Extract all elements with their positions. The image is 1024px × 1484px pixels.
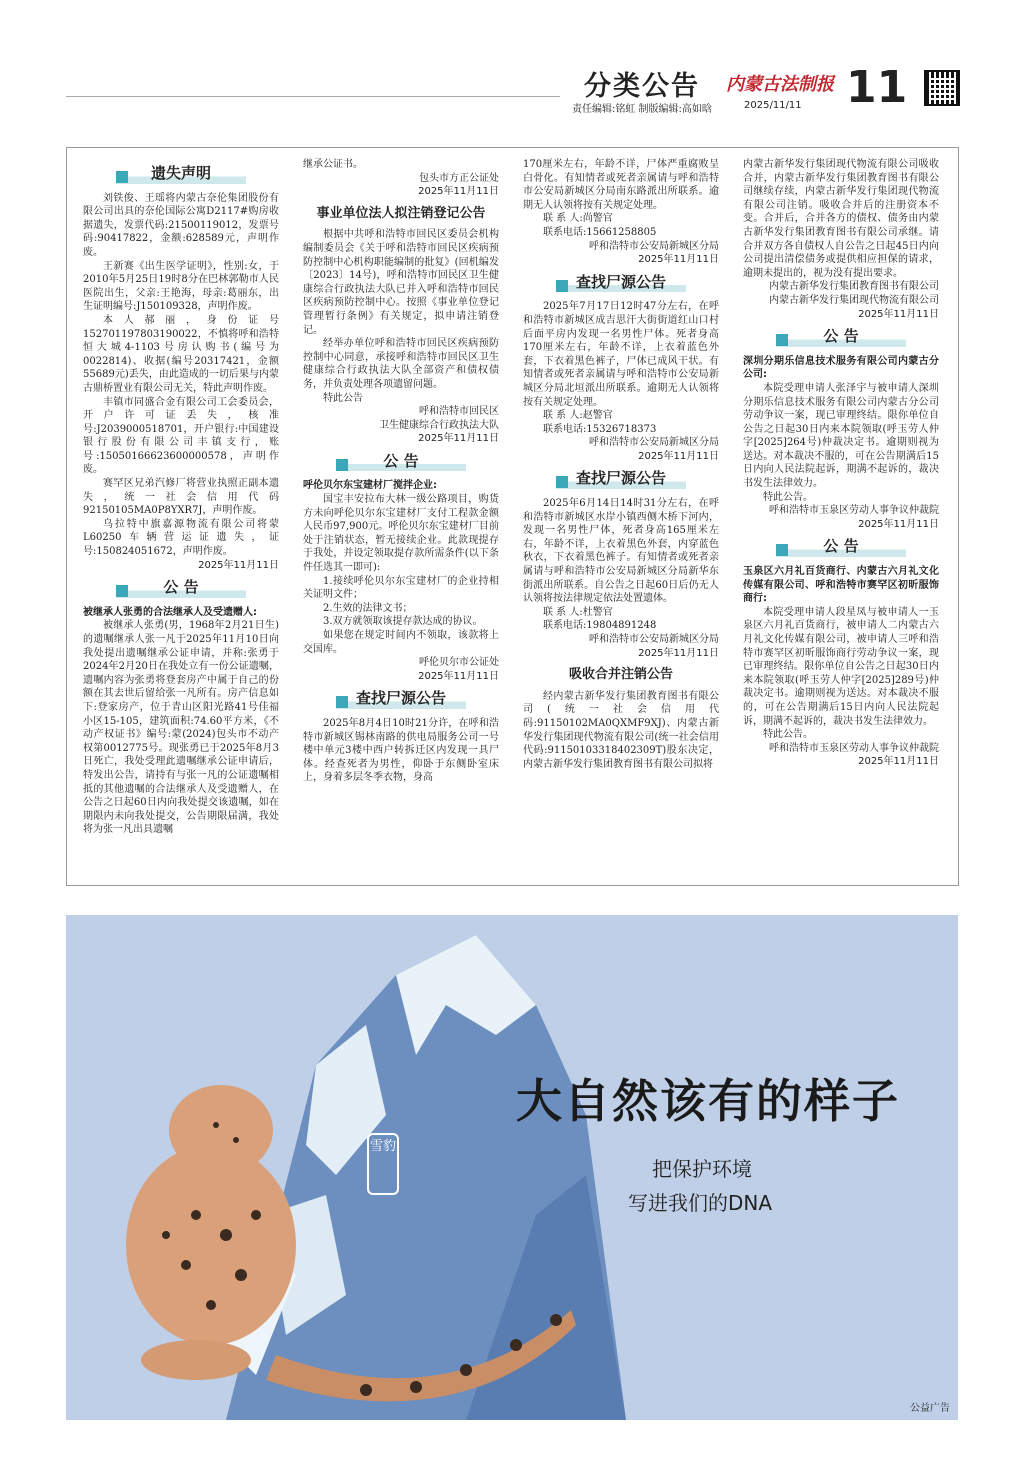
notice-text: 本人郝丽，身份证号152701197803190022，不慎将呼和浩特恒大城4-1103号房认购书(编号为0022814)、收据(编号20317421，金额55689元)丢失，由此造成的一切后果与内蒙古鼎桥置业有限公司无关，特此声明作废。 <box>83 314 279 394</box>
header-rule <box>66 96 560 97</box>
notice-text: 如果您在规定时间内不领取，该款将上交国库。 <box>303 630 499 655</box>
notice-signature: 呼和浩特市回民区 <box>419 406 499 418</box>
editors-line: 责任编辑:铭虹 制版编辑:高如晗 <box>572 104 712 115</box>
heading-announcement: 公 告 <box>116 578 246 598</box>
notice-text: 本院受理申请人张泽宇与被申请人深圳分期乐信息技术服务有限公司内蒙古分公司劳动争议一案，现已审理终结。限你单位自公告之日起30日内来本院领取(呼玉劳人仲字[2025]264号)仲裁决定书。逾期则视为送达。对本裁决不服的，可在公告期满后15日内向人民法院起诉，期满不起诉的，裁决书发生法律效力。 <box>743 382 939 490</box>
notice-signature: 卫生健康综合行政执法大队 <box>379 419 499 431</box>
heading-deregistration: 事业单位法人拟注销登记公告 <box>316 205 486 221</box>
notice-text: 2025年6月14日14时31分左右，在呼和浩特市新城区水岸小镇西侧木桥下河内，发现一名男性尸体，死者身高165厘米左右，年龄不详，上衣着黑色外套，内穿蓝色秋衣，下衣着黑色裤子。有知情者或死者亲属请与呼和浩特市公安局新城区分局新华东街派出所联系。自公告之日起60日后仍无人认领将按法律规定依法处置遗体。 <box>523 498 719 605</box>
heading-lost-statement: 遗失声明 <box>116 164 246 184</box>
notice-text: 被继承人张勇(男，1968年2月21日生)的遗嘱继承人张一凡于2025年11月10日向我处提出遗嘱继承公证申请，并称:张勇于2024年2月20日在我处立有一份公证遗嘱，遗嘱内容为张勇将登套房产中属于自己的份额在其去世后留给张一凡所有。房产信息如下:登家房产，位于青山区阳光路41号佳福小区15-105，建筑面积:74.60平方米，《不动产权证书》编号:蒙(2024)包头市不动产权第0012775号。现张勇已于2025年8月3日死亡，我处受理此遗嘱继承公证申请后，特发出公告，请持有与张一凡的公证遗嘱相抵的其他遗嘱的合法继承人及受遗赠人，在公告之日起60日内向我处提交该遗嘱，如在期限内未向我处提交，公告期限届满，我处将为张一凡出具遗嘱 <box>83 620 279 836</box>
notice-text: 乌拉特中旗嘉源物流有限公司将蒙L60250车辆营运证遗失，证号:150824051672，声明作废。 <box>83 518 279 558</box>
notice-addressee: 被继承人张勇的合法继承人及受遗赠人: <box>83 606 257 618</box>
heading-announcement: 公 告 <box>776 327 906 347</box>
column-2 <box>303 158 499 785</box>
column-4 <box>743 158 939 769</box>
page-number: 11 <box>846 62 908 113</box>
notice-date: 2025年11月11日 <box>418 433 499 445</box>
contact-phone: 联系电话:15326718373 <box>543 423 657 435</box>
notice-text: 3.双方就领取该提存款达成的协议。 <box>323 616 483 628</box>
notices-box <box>66 147 959 886</box>
notice-text: 本院受理申请人段星凤与被申请人一玉泉区六月礼百货商行，被申请人二内蒙古六月礼文化传媒有限公司，被申请人三呼和浩特市赛罕区初昕服饰商行劳动争议一案，现已审理终结。限你单位自公告之日起30日内来本院领取(呼玉劳人仲字[2025]289号)仲裁决定书。逾期则视为送达。对本裁决不服的，可在公告期满后15日内向人民法院起诉，期满不起诉的，裁决书发生法律效力。 <box>743 606 939 727</box>
notice-text: 国宝丰安拉布大林一级公路项目，购货方未向呼伦贝尔东宝建材厂支付工程款金额人民币97,900元。呼伦贝尔东宝建材厂目前处于注销状态，暂无接续企业。此款现提存于我处，并设定领取提存款所需条件(以下条件任选其一即可): <box>303 494 499 574</box>
notice-signature: 呼和浩特市公安局新城区分局 <box>589 437 719 449</box>
heading-announcement: 公 告 <box>336 452 466 472</box>
heading-body-search: 查找尸源公告 <box>556 469 686 489</box>
notice-text: 根据中共呼和浩特市回民区委员会机构编制委员会《关于呼和浩特市回民区疾病预防控制中心机构职能编制的批复》(回机编发〔2023〕14号)，呼和浩特市回民区卫生健康综合行政执法大队已并入呼和浩特市回民区疾病预防控制中心。按照《事业单位登记管理暂行条例》有关规定，拟申请注销登记。 <box>303 229 499 336</box>
notice-signature: 呼和浩特市公安局新城区分局 <box>589 240 719 252</box>
contact-phone: 联系电话:15661258805 <box>543 226 657 238</box>
notice-signature: 内蒙古新华发行集团现代物流有限公司 <box>769 294 939 306</box>
ad-subtitle-line-2: 写进我们的DNA <box>628 1191 773 1215</box>
notice-text: 2025年7月17日12时47分左右，在呼和浩特市新城区成吉思汗大街街道红山口村后面平房内发现一名男性尸体。死者身高170厘米左右，年龄不详，上衣着蓝色外套，下衣着黑色裤子，尸体已成风干状。有知情者或死者亲属请与呼和浩特市公安局新城区分局北垣派出所联系。逾期无人认领将按有关规定处理。 <box>523 301 719 408</box>
heading-merger: 吸收合并注销公告 <box>568 667 673 683</box>
notice-text: 赛罕区兄弟汽修厂将营业执照正副本遗失，统一社会信用代码92150105MA0P8YXR7J，声明作废。 <box>83 478 279 517</box>
notice-text: 经举办单位呼和浩特市回民区疾病预防控制中心同意，承接呼和浩特市回民区卫生健康综合行政执法大队全部资产和债权债务，并负责处理各项遗留问题。 <box>303 338 499 390</box>
notice-signature: 呼和浩特市公安局新城区分局 <box>589 634 719 645</box>
notice-signature: 呼和浩特市玉泉区劳动人事争议仲裁院 <box>769 742 939 754</box>
notice-text: 内蒙古新华发行集团现代物流有限公司吸收合并，内蒙古新华发行集团教育图书有限公司继续存续，内蒙古新华发行集团现代物流有限公司注销。吸收合并后的注册资本不变。合并后，合并各方的债权、债务由内蒙古新华发行集团教育图书有限公司承继。请合并双方各自债权人自公告之日起45日内向公司提出清偿债务或提供相应担保的请求，逾期未提出的，视为没有提出要求。 <box>743 159 939 279</box>
qr-code-icon <box>924 70 960 106</box>
notice-date: 2025年11月11日 <box>638 254 719 266</box>
notice-date: 2025年11月11日 <box>418 670 499 682</box>
section-title: 分类公告 <box>584 71 700 102</box>
notice-signature: 内蒙古新华发行集团教育图书有限公司 <box>769 281 939 293</box>
notice-addressee: 玉泉区六月礼百货商行、内蒙古六月礼文化传媒有限公司、呼和浩特市赛罕区初昕服饰商行: <box>743 566 939 605</box>
notice-date: 2025年11月11日 <box>418 186 499 198</box>
column-3 <box>523 158 719 771</box>
heading-body-search: 查找尸源公告 <box>336 689 466 709</box>
notice-text: 2025年8月4日10时21分许，在呼和浩特市新城区锡林南路的供电局服务公司一号楼中单元3楼中西户转拆迁区内发现一具尸体。经查死者为男性，仰卧于东侧卧室床上，身着多层冬季衣物，身高 <box>303 717 499 784</box>
contact-person: 联 系 人:尚警官 <box>543 213 613 225</box>
public-service-ad <box>66 915 958 1420</box>
contact-phone: 联系电话:19804891248 <box>543 620 657 632</box>
notice-addressee: 呼伦贝尔东宝建材厂搅拌企业: <box>303 480 437 492</box>
notice-text: 特此公告。 <box>763 491 813 503</box>
notice-date: 2025年11月11日 <box>198 559 279 571</box>
snow-leopard-illustration <box>66 915 958 1420</box>
ad-subtitle-line-1: 把保护环境 <box>652 1157 752 1181</box>
notice-text: 丰镇市同盛合金有限公司工会委员会，开户许可证丢失，核准号:J2039000518701，开户银行:中国建设银行股份有限公司丰镇支行，账号:15050166623600000578，声明作废。 <box>83 396 279 476</box>
notice-signature: 包头市方正公证处 <box>419 172 499 184</box>
notice-text: 刘铁俊、王瑶将内蒙古奈伦集团股份有限公司出具的奈伦国际公寓D2117#购房收据遗失，发票代码:21500119012，发票号码:90417822，金额:628589元，声明作废。 <box>83 192 279 258</box>
contact-person: 联 系 人:赵警官 <box>543 410 613 422</box>
notice-text: 继承公证书。 <box>303 159 363 170</box>
notice-text: 特此公告 <box>323 392 363 404</box>
seal-stamp: 雪豹 <box>367 1133 399 1195</box>
ad-label: 公益广告 <box>910 1403 950 1414</box>
notice-date: 2025年11月11日 <box>858 756 939 768</box>
contact-person: 联 系 人:杜警官 <box>543 606 613 618</box>
notice-text: 1.接续呼伦贝尔东宝建材厂的企业持相关证明文件； <box>303 575 499 601</box>
column-1 <box>83 158 279 837</box>
notice-date: 2025年11月11日 <box>858 518 939 530</box>
notice-text: 经内蒙古新华发行集团教育图书有限公司(统一社会信用代码:91150102MA0QXMF9XJ)、内蒙古新华发行集团现代物流有限公司(统一社会信用代码:91150103318402309T)股东决定，内蒙古新华发行集团教育图书有限公司拟将 <box>523 690 719 770</box>
notice-text: 特此公告。 <box>763 729 813 741</box>
notice-text: 王新赛《出生医学证明》，性别:女，于2010年5月25日19时8分在巴林郭勒市人民医院出生，父亲:王艳海，母亲:葛丽东，出生证明编号:J150109328，声明作废。 <box>83 260 279 313</box>
notice-date: 2025年11月11日 <box>638 647 719 659</box>
notice-signature: 呼伦贝尔市公证处 <box>419 657 499 669</box>
newspaper-logo: 内蒙古法制报 <box>726 74 834 95</box>
notice-signature: 呼和浩特市玉泉区劳动人事争议仲裁院 <box>769 505 939 517</box>
heading-body-search: 查找尸源公告 <box>556 273 686 293</box>
notice-addressee: 深圳分期乐信息技术服务有限公司内蒙古分公司: <box>743 355 939 381</box>
heading-announcement: 公 告 <box>776 537 906 557</box>
notice-date: 2025年11月11日 <box>858 308 939 320</box>
issue-date: 2025/11/11 <box>744 100 802 111</box>
ad-title: 大自然该有的样子 <box>516 1074 900 1128</box>
notice-text: 170厘米左右，年龄不详，尸体严重腐败呈白骨化。有知情者或死者亲属请与呼和浩特市公安局新城区分局南东路派出所联系。逾期无人认领将按有关规定处理。 <box>523 159 719 211</box>
notice-date: 2025年11月11日 <box>638 450 719 462</box>
notice-text: 2.生效的法律文书； <box>323 602 413 614</box>
